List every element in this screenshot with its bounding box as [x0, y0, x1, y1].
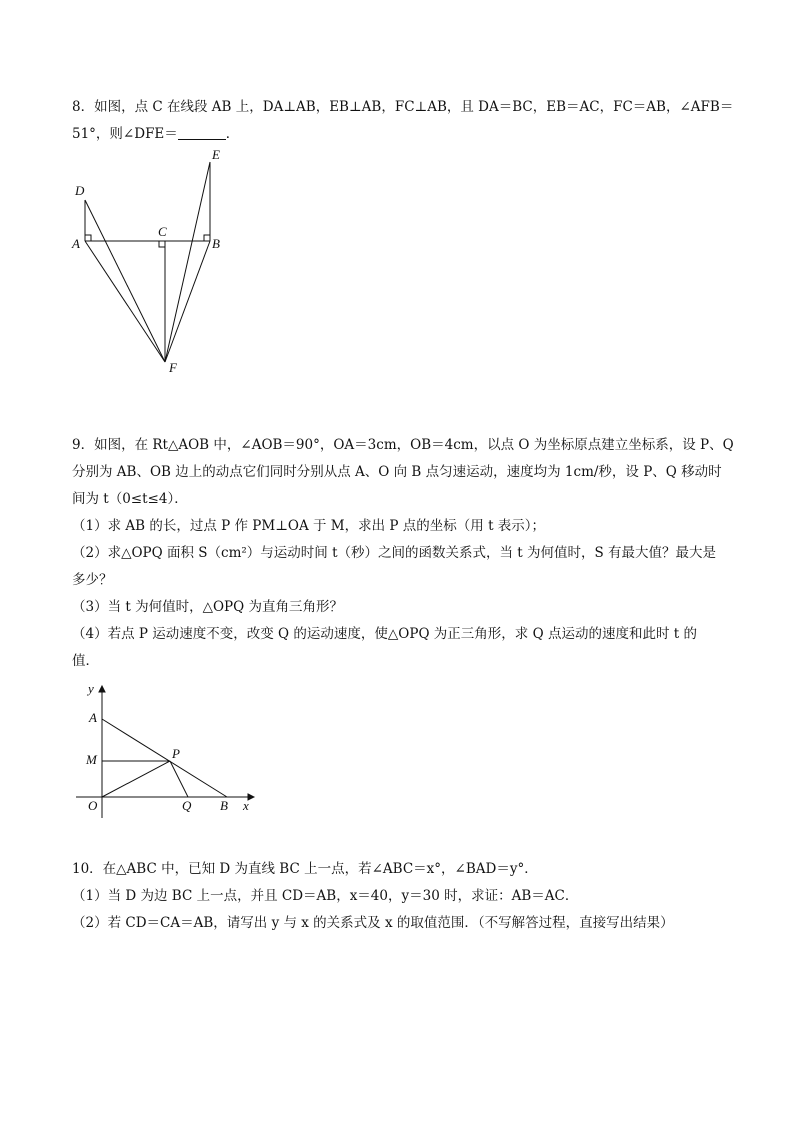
q9-part-3: （3）当 t 为何值时，△OPQ 为直角三角形？ [72, 599, 343, 615]
q8-label-b: B [212, 236, 220, 251]
q9-label-b: B [220, 798, 228, 813]
q8-segment-af [85, 241, 165, 362]
q9-segment-op [102, 761, 170, 797]
q9-segment-ab [102, 719, 227, 797]
q9-line-1: 9．如图，在 Rt△AOB 中，∠AOB＝90°，OA＝3cm，OB＝4cm，以点 O 为坐标原点建立坐标系，设 P、Q [72, 437, 734, 453]
q9-label-o: O [88, 798, 98, 813]
q8-label-e: E [212, 147, 220, 162]
q8-right-angle-c [159, 241, 165, 247]
q8-segment-bf [165, 241, 210, 362]
q8-segment-df [85, 200, 165, 362]
q9-label-m: M [86, 752, 97, 767]
q10-part-2: （2）若 CD＝CA＝AB，请写出 y 与 x 的关系式及 x 的取值范围．（不写解答过程，直接写出结果） [72, 915, 674, 931]
q9-figure [70, 676, 270, 821]
q9-label-a: A [89, 710, 97, 725]
q9-line-3: 间为 t（0≤t≤4）． [72, 491, 188, 507]
q8-right-angle-b [204, 235, 210, 241]
q8-label-d: D [75, 183, 85, 198]
q10-line-1: 10．在△ABC 中，已知 D 为直线 BC 上一点，若∠ABC＝x°，∠BAD＝y°． [72, 861, 538, 877]
q8-line-2-end: ． [225, 126, 240, 142]
q9-label-q: Q [182, 798, 192, 813]
q9-part-2-line-1: （2）求△OPQ 面积 S（cm²）与运动时间 t（秒）之间的函数关系式，当 t 为何值时，S 有最大值？最大是 [72, 545, 717, 561]
q8-label-f: F [169, 360, 177, 375]
q9-part-2-line-2: 多少？ [72, 572, 113, 588]
q9-y-axis-arrow [99, 686, 105, 692]
q8-segment-ef [165, 162, 210, 362]
q9-label-p: P [172, 746, 180, 761]
q9-label-y: y [88, 681, 94, 696]
q9-part-4-line-1: （4）若点 P 运动速度不变，改变 Q 的运动速度，使△OPQ 为正三角形，求 Q 点运动的速度和此时 t 的 [72, 626, 697, 642]
q8-line-2-text: 51°，则∠DFE＝ [72, 126, 178, 142]
q8-label-a: A [72, 236, 80, 251]
q10-part-1: （1）当 D 为边 BC 上一点，并且 CD＝AB，x＝40，y＝30 时，求证：AB＝AC． [72, 888, 579, 904]
q8-answer-blank [178, 125, 226, 140]
q8-right-angle-a [85, 235, 91, 241]
q9-label-x: x [243, 798, 249, 813]
q8-line-1: 8．如图，点 C 在线段 AB 上，DA⊥AB，EB⊥AB，FC⊥AB，且 DA＝BC，EB＝AC，FC＝AB，∠AFB＝ [72, 99, 734, 115]
q9-part-4-line-2: 值． [72, 653, 99, 669]
q9-part-1: （1）求 AB 的长，过点 P 作 PM⊥OA 于 M，求出 P 点的坐标（用 t 表示）； [72, 518, 546, 534]
q9-line-2: 分别为 AB、OB 边上的动点它们同时分别从点 A、O 向 B 点匀速运动，速度均为 1cm/秒，设 P、Q 移动时 [72, 464, 722, 480]
q8-figure [60, 140, 240, 380]
q9-x-axis-arrow [248, 794, 254, 800]
q9-segment-pq [170, 761, 188, 797]
q8-label-c: C [158, 224, 167, 239]
